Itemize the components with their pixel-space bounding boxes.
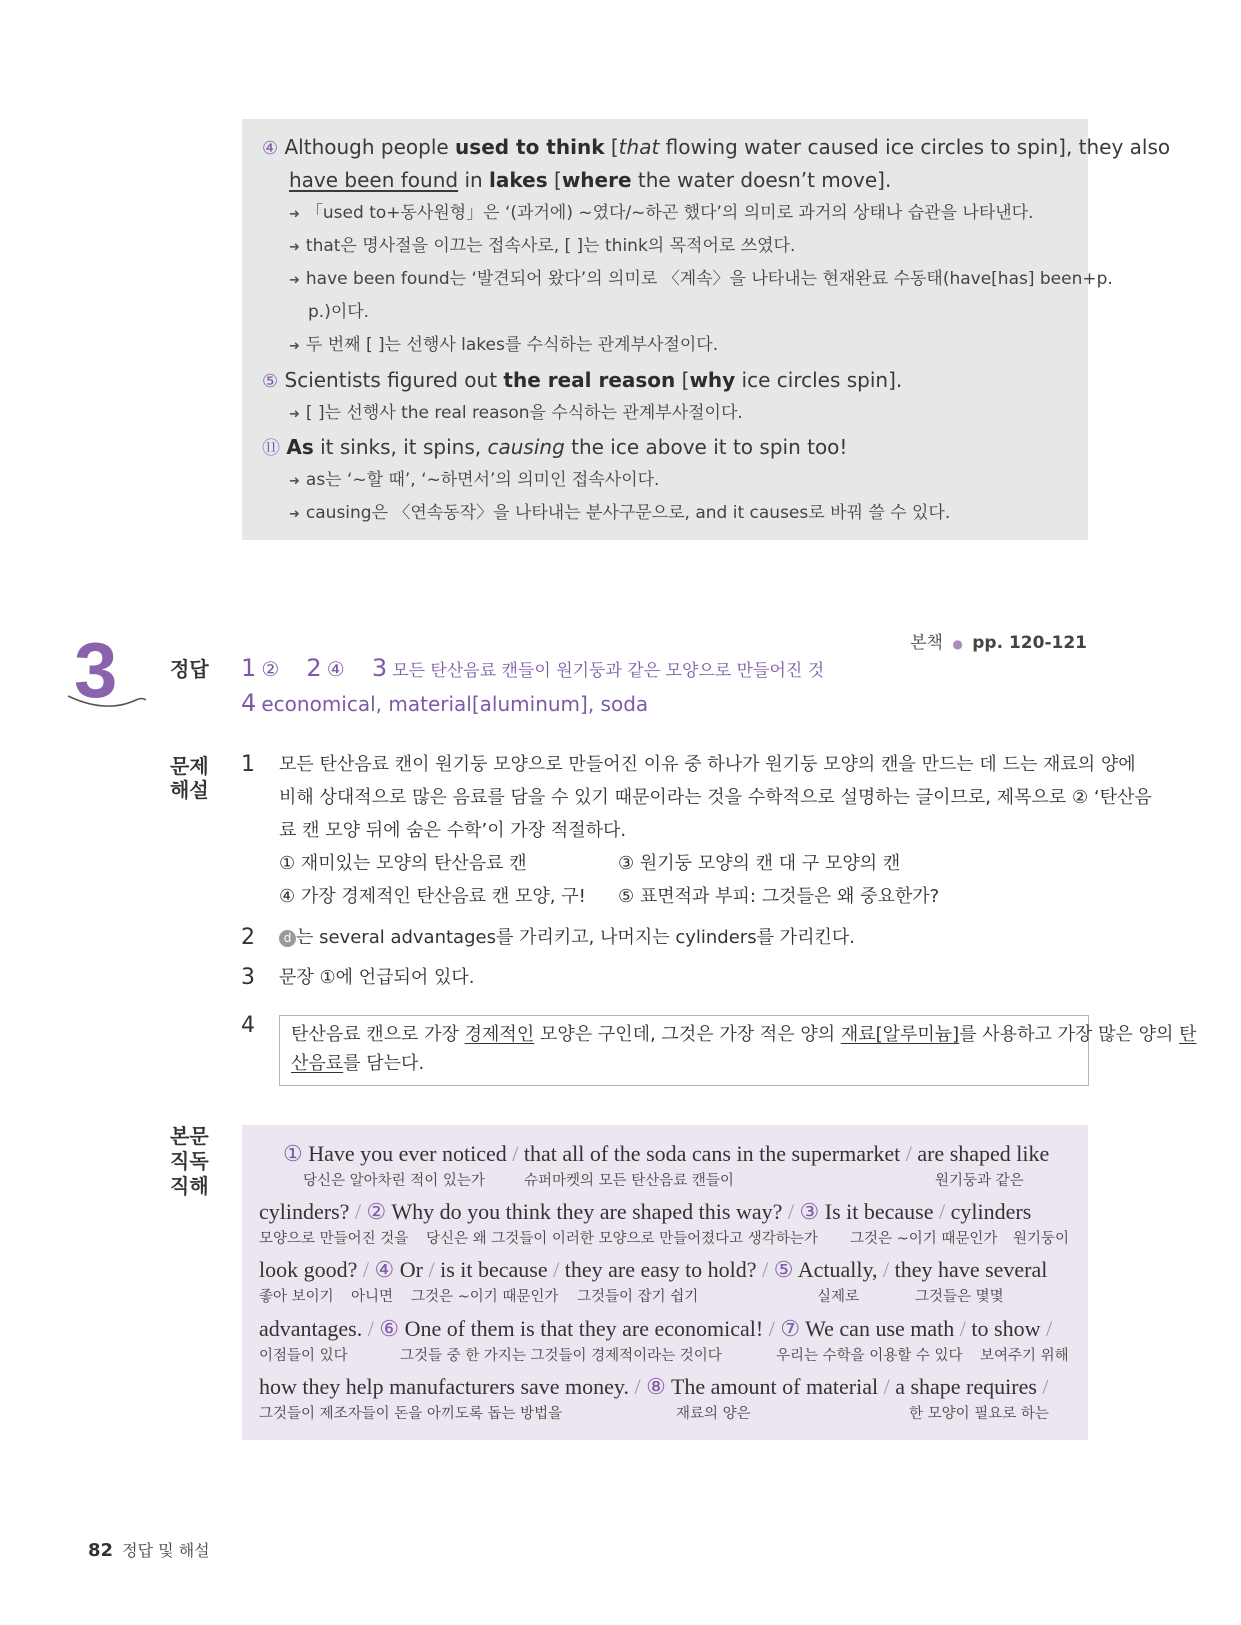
english-chunk: Have you ever noticed: [302, 1141, 513, 1166]
chunk-slash: /: [428, 1257, 435, 1282]
chunk-slash: /: [634, 1374, 641, 1399]
section-number-swoosh: [66, 692, 146, 714]
circled-d-badge: d: [279, 930, 296, 947]
arrow-icon: ➜: [289, 507, 300, 522]
english-chunk: advantages.: [259, 1316, 368, 1341]
english-chunk: a shape requires: [889, 1374, 1043, 1399]
sentence-number: ⑤: [262, 371, 279, 392]
question-number: 3: [241, 965, 255, 990]
grammar-note: ➜ that은 명사절을 이끄는 접속사로, [ ]는 think의 목적어로 쓰였다.: [289, 236, 796, 256]
translation-chunk: 슈퍼마켓의 모든 탄산음료 캔들이: [524, 1173, 734, 1189]
english-chunk: The amount of material: [665, 1374, 884, 1399]
translation-chunk: 모양으로 만들어진 것을: [259, 1231, 409, 1247]
english-chunk: that all of the soda cans in the supermarket: [518, 1141, 906, 1166]
english-chunk: is it because: [434, 1257, 554, 1282]
chunk-slash: /: [787, 1199, 795, 1224]
translation-chunk: 이점들이 있다: [259, 1348, 348, 1364]
translation-chunk: 보여주기 위해: [980, 1348, 1069, 1364]
option-3: ③ 원기둥 모양의 캔 대 구 모양의 캔: [618, 853, 901, 874]
sentence-4-line-2: have been found in lakes [where the water doesn’t move].: [289, 168, 892, 192]
chunk-slash: /: [768, 1316, 775, 1341]
explanation-label: 문제 해설: [170, 754, 209, 802]
sentence-number: ③: [794, 1199, 820, 1224]
english-chunk: to show: [965, 1316, 1046, 1341]
q3-explanation: 문장 ①에 언급되어 있다.: [279, 967, 475, 988]
english-chunk: Why do you think they are shaped this way?: [386, 1199, 788, 1224]
sentence-number: ④: [369, 1257, 395, 1282]
translation-chunk: 우리는 수학을 이용할 수 있다: [776, 1348, 963, 1364]
english-chunk: are shaped like: [911, 1141, 1050, 1166]
chunk-slash: /: [883, 1374, 890, 1399]
reading-line-4: [259, 1316, 1052, 1342]
question-number: 1: [241, 752, 255, 777]
translation-chunk: 그것은 ~이기 때문인가: [411, 1289, 559, 1305]
answer-4: 4 economical, material[aluminum], soda: [241, 689, 649, 717]
sentence-number: ⑤: [768, 1257, 794, 1282]
chunk-slash: /: [354, 1199, 362, 1224]
arrow-icon: ➜: [289, 273, 300, 288]
chunk-slash: /: [959, 1316, 966, 1341]
chunk-slash: /: [883, 1257, 890, 1282]
page-number: 82: [88, 1540, 114, 1561]
sentence-number: ②: [361, 1199, 387, 1224]
q2-explanation: d 는 several advantages를 가리키고, 나머지는 cylinders를 가리킨다.: [279, 925, 855, 951]
chunk-slash: /: [938, 1199, 946, 1224]
arrow-icon: ➜: [289, 339, 300, 354]
option-5: ⑤ 표면적과 부피: 그것들은 왜 중요한가?: [618, 886, 940, 907]
translation-chunk: 그것들이 잡기 쉽기: [577, 1289, 699, 1305]
answers-line-1: 1 ② 2 ④ 3 모든 탄산음료 캔들이 원기둥과 같은 모양으로 만들어진 것: [241, 654, 825, 682]
chunk-slash: /: [1042, 1374, 1049, 1399]
translation-chunk: 그것들이 제조자들이 돈을 아끼도록 돕는 방법을: [259, 1406, 563, 1422]
chunk-slash: /: [762, 1257, 769, 1282]
reading-label: 본문 직독 직해: [170, 1124, 209, 1198]
sentence-5: ⑤ Scientists figured out the real reason [why ice circles spin].: [262, 368, 903, 392]
arrow-icon: ➜: [289, 474, 300, 489]
option-1: ① 재미있는 모양의 탄산음료 캔: [279, 853, 527, 874]
answer-label: 정답: [170, 657, 209, 681]
chunk-slash: /: [905, 1141, 912, 1166]
reading-line-3: [259, 1257, 1047, 1283]
question-number: 2: [241, 925, 255, 950]
book-page-reference: 본책 ● pp. 120-121: [910, 633, 1087, 653]
grammar-note: ➜ have been found는 ‘발견되어 왔다’의 의미로 〈계속〉을 나타내는 현재완료 수동태(have[has] been+p.: [289, 269, 1113, 289]
english-chunk: they have several: [889, 1257, 1048, 1282]
english-chunk: look good?: [259, 1257, 363, 1282]
sentence-11: ⑪ As it sinks, it spins, causing the ice above it to spin too!: [262, 435, 848, 459]
translation-chunk: 그것들 중 한 가지는 그것들이 경제적이라는 것이다: [400, 1348, 722, 1364]
translation-chunk: 당신은 알아차린 적이 있는가: [303, 1173, 485, 1189]
reading-line-5: [259, 1374, 1049, 1400]
translation-chunk: 원기둥이: [1013, 1231, 1070, 1247]
english-chunk: they are easy to hold?: [559, 1257, 763, 1282]
english-chunk: Or: [394, 1257, 429, 1282]
grammar-note: ➜ [ ]는 선행사 the real reason을 수식하는 관계부사절이다.: [289, 403, 743, 423]
bullet-dot-icon: ●: [952, 637, 963, 651]
grammar-note: ➜ 두 번째 [ ]는 선행사 lakes를 수식하는 관계부사절이다.: [289, 335, 719, 355]
english-chunk: cylinders?: [259, 1199, 355, 1224]
translation-chunk: 원기둥과 같은: [935, 1173, 1024, 1189]
translation-chunk: 재료의 양은: [676, 1406, 751, 1422]
english-chunk: We can use math: [800, 1316, 960, 1341]
chunk-slash: /: [512, 1141, 519, 1166]
summary-line-2: 산음료를 담는다.: [291, 1053, 425, 1074]
chunk-slash: /: [362, 1257, 370, 1282]
grammar-note-continued: p.)이다.: [308, 302, 370, 322]
sentence-number: ⑦: [774, 1316, 801, 1341]
sentence-number: ⑧: [640, 1374, 666, 1399]
option-4: ④ 가장 경제적인 탄산음료 캔 모양, 구!: [279, 886, 586, 907]
translation-chunk: 좋아 보이기: [259, 1289, 334, 1305]
q1-explanation-line-1: 모든 탄산음료 캔이 원기둥 모양으로 만들어진 이유 중 하나가 원기둥 모양의 캔을 만드는 데 드는 재료의 양에: [279, 754, 1136, 775]
sentence-number: ⑥: [373, 1316, 400, 1341]
sentence-number: ①: [283, 1141, 303, 1166]
q1-explanation-line-2: 비해 상대적으로 많은 음료를 담을 수 있기 때문이라는 것을 수학적으로 설명하는 글이므로, 제목으로 ② ‘탄산음: [279, 787, 1152, 808]
translation-chunk: 그것들은 몇몇: [915, 1289, 1004, 1305]
english-chunk: Is it because: [819, 1199, 939, 1224]
translation-chunk: 아니면: [351, 1289, 394, 1305]
chunk-slash: /: [367, 1316, 374, 1341]
section-number: 3: [74, 626, 118, 714]
question-number: 4: [241, 1013, 255, 1038]
english-chunk: Actually,: [793, 1257, 884, 1282]
sentence-4-line-1: ④ Although people used to think [that flowing water caused ice circles to spin], they also: [262, 135, 1171, 159]
english-chunk: One of them is that they are economical!: [399, 1316, 769, 1341]
chunk-slash: /: [1045, 1316, 1053, 1341]
english-chunk: cylinders: [945, 1199, 1032, 1224]
translation-chunk: 그것은 ~이기 때문인가: [850, 1231, 998, 1247]
grammar-note: ➜ as는 ‘~할 때’, ‘~하면서’의 의미인 접속사이다.: [289, 470, 660, 490]
translation-chunk: 당신은 왜 그것들이 이러한 모양으로 만들어졌다고 생각하는가: [426, 1231, 818, 1247]
footer-title: 정답 및 해설: [122, 1541, 210, 1560]
grammar-note: ➜ causing은 〈연속동작〉을 나타내는 분사구문으로, and it causes로 바꿔 쓸 수 있다.: [289, 503, 951, 523]
arrow-icon: ➜: [289, 207, 300, 222]
sentence-number: ⑪: [262, 438, 280, 459]
summary-line-1: 탄산음료 캔으로 가장 경제적인 모양은 구인데, 그것은 가장 적은 양의 재료[알루미늄]를 사용하고 가장 많은 양의 탄: [291, 1024, 1197, 1045]
reading-line-1: [283, 1141, 1049, 1167]
arrow-icon: ➜: [289, 407, 300, 422]
sentence-number: ④: [262, 138, 279, 159]
grammar-note: ➜ 「used to+동사원형」은 ‘(과거에) ~였다/~하곤 했다’의 의미로 과거의 상태나 습관을 나타낸다.: [289, 203, 1034, 223]
q1-explanation-line-3: 료 캔 모양 뒤에 숨은 수학’이 가장 적절하다.: [279, 820, 627, 841]
arrow-icon: ➜: [289, 240, 300, 255]
page-footer: [88, 1538, 210, 1561]
chunk-slash: /: [553, 1257, 560, 1282]
translation-chunk: 한 모양이 필요로 하는: [909, 1406, 1049, 1422]
reading-line-2: [259, 1199, 1031, 1225]
english-chunk: how they help manufacturers save money.: [259, 1374, 635, 1399]
translation-chunk: 실제로: [817, 1289, 860, 1305]
